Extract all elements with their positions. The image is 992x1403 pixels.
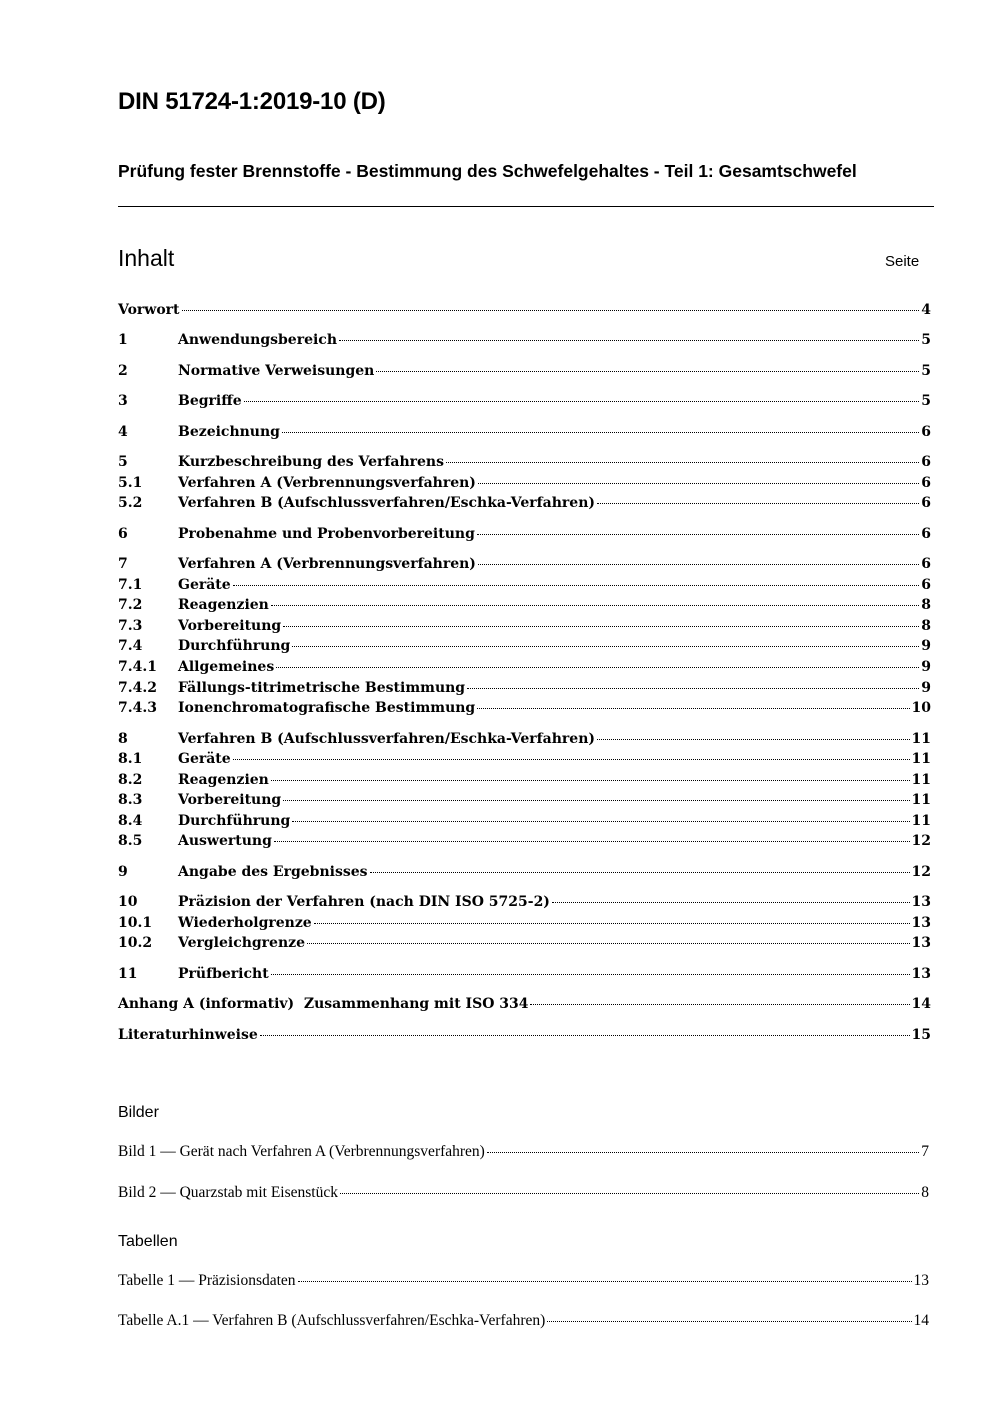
toc-entry-page: 9 (921, 659, 931, 675)
toc-entry-page: 11 (911, 751, 931, 767)
toc-entry-number: 10 (118, 894, 138, 910)
toc-entry-number: 8.3 (118, 792, 143, 808)
toc-entry-4[interactable] (118, 424, 931, 444)
document-title: Prüfung fester Brennstoffe - Bestimmung des Schwefelgehaltes - Teil 1: Gesamtschwefel (118, 161, 857, 181)
dot-leader (298, 1281, 912, 1282)
toc-entry-literaturhinweise[interactable] (118, 1027, 931, 1047)
toc-entry-title: Literaturhinweise (118, 1027, 258, 1043)
toc-entry-7-4[interactable] (118, 638, 931, 658)
toc-entry-number: 7.3 (118, 618, 143, 634)
toc-entry-8-5[interactable] (118, 833, 931, 853)
dot-leader (467, 688, 919, 689)
toc-entry-page: 6 (921, 556, 931, 572)
dot-leader (314, 923, 910, 924)
toc-heading: Inhalt (118, 245, 175, 271)
toc-entry-page: 5 (921, 332, 931, 348)
toc-entry-page: 6 (921, 424, 931, 440)
dot-leader (477, 534, 919, 535)
table-entry-page: 14 (913, 1312, 929, 1329)
toc-entry-number: 6 (118, 526, 128, 542)
figures-heading: Bilder (118, 1104, 159, 1121)
toc-entry-number: 3 (118, 393, 128, 409)
toc-entry-page: 13 (911, 894, 931, 910)
dot-leader (339, 340, 919, 341)
dot-leader (276, 667, 919, 668)
toc-entry-number: 2 (118, 363, 128, 379)
dot-leader (487, 1152, 919, 1153)
toc-entry-title: Vorbereitung (178, 618, 282, 634)
toc-entry-number: 7.4 (118, 638, 143, 654)
toc-entry-title: Verfahren A (Verbrennungsverfahren) (178, 556, 476, 572)
dot-leader (530, 1004, 909, 1005)
toc-entry-page: 6 (921, 475, 931, 491)
dot-leader (292, 821, 909, 822)
dot-leader (446, 462, 919, 463)
toc-entry-title: Verfahren A (Verbrennungsverfahren) (178, 475, 476, 491)
dot-leader (244, 401, 920, 402)
toc-entry-number: 8.1 (118, 751, 143, 767)
toc-entry-number: 7.2 (118, 597, 143, 613)
dot-leader (233, 759, 910, 760)
title-rule (118, 206, 934, 207)
toc-entry-title: Geräte (178, 751, 231, 767)
toc-entry-title: Normative Verweisungen (178, 363, 375, 379)
toc-entry-title: Präzision der Verfahren (nach DIN ISO 5725-2) (178, 894, 550, 910)
dot-leader (271, 605, 919, 606)
toc-entry-number: 7.4.3 (118, 700, 157, 716)
toc-entry-number: 10.1 (118, 915, 153, 931)
toc-entry-page: 5 (921, 363, 931, 379)
toc-entry-page: 6 (921, 526, 931, 542)
toc-entry-page: 5 (921, 393, 931, 409)
toc-entry-10-1[interactable] (118, 915, 931, 935)
dot-leader (283, 800, 909, 801)
toc-entry-title: Begriffe (178, 393, 242, 409)
toc-entry-5-2[interactable] (118, 495, 931, 515)
dot-leader (597, 739, 910, 740)
dot-leader (552, 902, 910, 903)
figure-entry[interactable] (118, 1184, 929, 1204)
toc-entry-number: 7 (118, 556, 128, 572)
toc-entry-title: Durchführung (178, 813, 291, 829)
dot-leader (283, 626, 919, 627)
figure-entry-title: Bild 2 — Quarzstab mit Eisenstück (118, 1184, 338, 1201)
toc-entry-number: 1 (118, 332, 128, 348)
toc-entry-number: 7.4.1 (118, 659, 157, 675)
toc-entry-number: 5 (118, 454, 128, 470)
dot-leader (370, 872, 910, 873)
toc-entry-title: Kurzbeschreibung des Verfahrens (178, 454, 444, 470)
dot-leader (271, 974, 910, 975)
toc-entry-title: Fällungs-titrimetrische Bestimmung (178, 680, 466, 696)
dot-leader (271, 780, 910, 781)
dot-leader (597, 503, 919, 504)
toc-entry-number: 9 (118, 864, 128, 880)
toc-entry-title: Geräte (178, 577, 231, 593)
dot-leader (547, 1321, 911, 1322)
toc-entry-title: Verfahren B (Aufschlussverfahren/Eschka-Verfahren) (178, 731, 596, 747)
dot-leader (233, 585, 920, 586)
toc-entry-8-2[interactable] (118, 772, 931, 792)
toc-entry-10[interactable] (118, 894, 931, 914)
toc-entry-1[interactable] (118, 332, 931, 352)
toc-entry-7-4-2[interactable] (118, 680, 931, 700)
toc-entry-page: 11 (911, 792, 931, 808)
figure-entry-title: Bild 1 — Gerät nach Verfahren A (Verbrennungsverfahren) (118, 1143, 485, 1160)
toc-entry-8[interactable] (118, 731, 931, 751)
toc-entry-8-4[interactable] (118, 813, 931, 833)
toc-entry-number: 8.2 (118, 772, 143, 788)
toc-entry-title: Vergleichgrenze (178, 935, 306, 951)
toc-entry-page: 12 (911, 864, 931, 880)
toc-entry-5[interactable] (118, 454, 931, 474)
toc-entry-3[interactable] (118, 393, 931, 413)
toc-entry-page: 4 (921, 302, 931, 318)
toc-entry-number: 8 (118, 731, 128, 747)
toc-entry-page: 6 (921, 495, 931, 511)
toc-entry-10-2[interactable] (118, 935, 931, 955)
dot-leader (260, 1035, 910, 1036)
toc-entry-page: 13 (911, 935, 931, 951)
toc-entry-number: 10.2 (118, 935, 153, 951)
toc-entry-page: 13 (911, 915, 931, 931)
toc-entry-page: 12 (911, 833, 931, 849)
toc-entry-title: Prüfbericht (178, 966, 269, 982)
toc-entry-vorwort[interactable] (118, 302, 931, 322)
toc-entry-page: 13 (911, 966, 931, 982)
toc-entry-title: Probenahme und Probenvorbereitung (178, 526, 475, 542)
tables-heading: Tabellen (118, 1233, 178, 1250)
dot-leader (282, 432, 919, 433)
toc-entry-page: 15 (911, 1027, 931, 1043)
dot-leader (274, 841, 910, 842)
toc-entry-page: 14 (911, 996, 931, 1012)
dot-leader (182, 310, 920, 311)
toc-entry-number: 5.2 (118, 495, 143, 511)
toc-entry-title: Anwendungsbereich (178, 332, 337, 348)
toc-entry-page: 9 (921, 638, 931, 654)
toc-entry-6[interactable] (118, 526, 931, 546)
dot-leader (376, 371, 919, 372)
toc-entry-page: 9 (921, 680, 931, 696)
toc-entry-title: Wiederholgrenze (178, 915, 312, 931)
table-entry[interactable] (118, 1272, 929, 1292)
toc-entry-number: 11 (118, 966, 138, 982)
figure-entry[interactable] (118, 1143, 929, 1163)
toc-entry-title: Verfahren B (Aufschlussverfahren/Eschka-Verfahren) (178, 495, 596, 511)
toc-entry-5-1[interactable] (118, 475, 931, 495)
toc-entry-page: 11 (911, 772, 931, 788)
toc-page-heading: Seite (885, 253, 920, 270)
table-entry[interactable] (118, 1312, 929, 1332)
dot-leader (340, 1193, 919, 1194)
toc-entry-title: Reagenzien (178, 597, 269, 613)
table-entry-page: 13 (913, 1272, 929, 1289)
toc-entry-title: Angabe des Ergebnisses (178, 864, 368, 880)
toc-entry-7-2[interactable] (118, 597, 931, 617)
toc-entry-page: 6 (921, 454, 931, 470)
toc-entry-page: 10 (911, 700, 931, 716)
toc-entry-title: Allgemeines (178, 659, 275, 675)
toc-entry-page: 11 (911, 813, 931, 829)
toc-entry-title: Vorwort (118, 302, 180, 318)
toc-entry-9[interactable] (118, 864, 931, 884)
document-id: DIN 51724-1:2019-10 (D) (118, 88, 386, 115)
figure-entry-page: 7 (921, 1143, 929, 1160)
toc-entry-number: 7.4.2 (118, 680, 157, 696)
dot-leader (477, 708, 909, 709)
toc-entry-title: Ionenchromatografische Bestimmung (178, 700, 476, 716)
toc-entry-7-4-1[interactable] (118, 659, 931, 679)
toc-entry-title: Vorbereitung (178, 792, 282, 808)
toc-entry-2[interactable] (118, 363, 931, 383)
toc-entry-title: Durchführung (178, 638, 291, 654)
dot-leader (478, 564, 919, 565)
toc-entry-number: 8.5 (118, 833, 143, 849)
toc-entry-8-1[interactable] (118, 751, 931, 771)
toc-entry-number: 7.1 (118, 577, 143, 593)
toc-entry-7-4-3[interactable] (118, 700, 931, 720)
toc-entry-number: 8.4 (118, 813, 143, 829)
figure-entry-page: 8 (921, 1184, 929, 1201)
toc-entry-number: 4 (118, 424, 128, 440)
toc-entry-page: 11 (911, 731, 931, 747)
table-entry-title: Tabelle A.1 — Verfahren B (Aufschlussverfahren/Eschka-Verfahren) (118, 1312, 546, 1329)
toc-entry-title: Bezeichnung (178, 424, 280, 440)
toc-entry-7-1[interactable] (118, 577, 931, 597)
toc-entry-8-3[interactable] (118, 792, 931, 812)
toc-entry-anhang-a[interactable] (118, 996, 931, 1016)
toc-entry-title: Auswertung (178, 833, 272, 849)
table-entry-title: Tabelle 1 — Präzisionsdaten (118, 1272, 296, 1289)
toc-entry-page: 6 (921, 577, 931, 593)
dot-leader (478, 483, 919, 484)
dot-leader (307, 943, 910, 944)
toc-entry-7-3[interactable] (118, 618, 931, 638)
toc-entry-page: 8 (921, 597, 931, 613)
toc-entry-page: 8 (921, 618, 931, 634)
toc-entry-number: 5.1 (118, 475, 143, 491)
toc-entry-11[interactable] (118, 966, 931, 986)
toc-entry-title: Reagenzien (178, 772, 269, 788)
toc-entry-title: Anhang A (informativ) Zusammenhang mit ISO 334 (118, 996, 529, 1012)
dot-leader (292, 646, 919, 647)
toc-entry-7[interactable] (118, 556, 931, 576)
